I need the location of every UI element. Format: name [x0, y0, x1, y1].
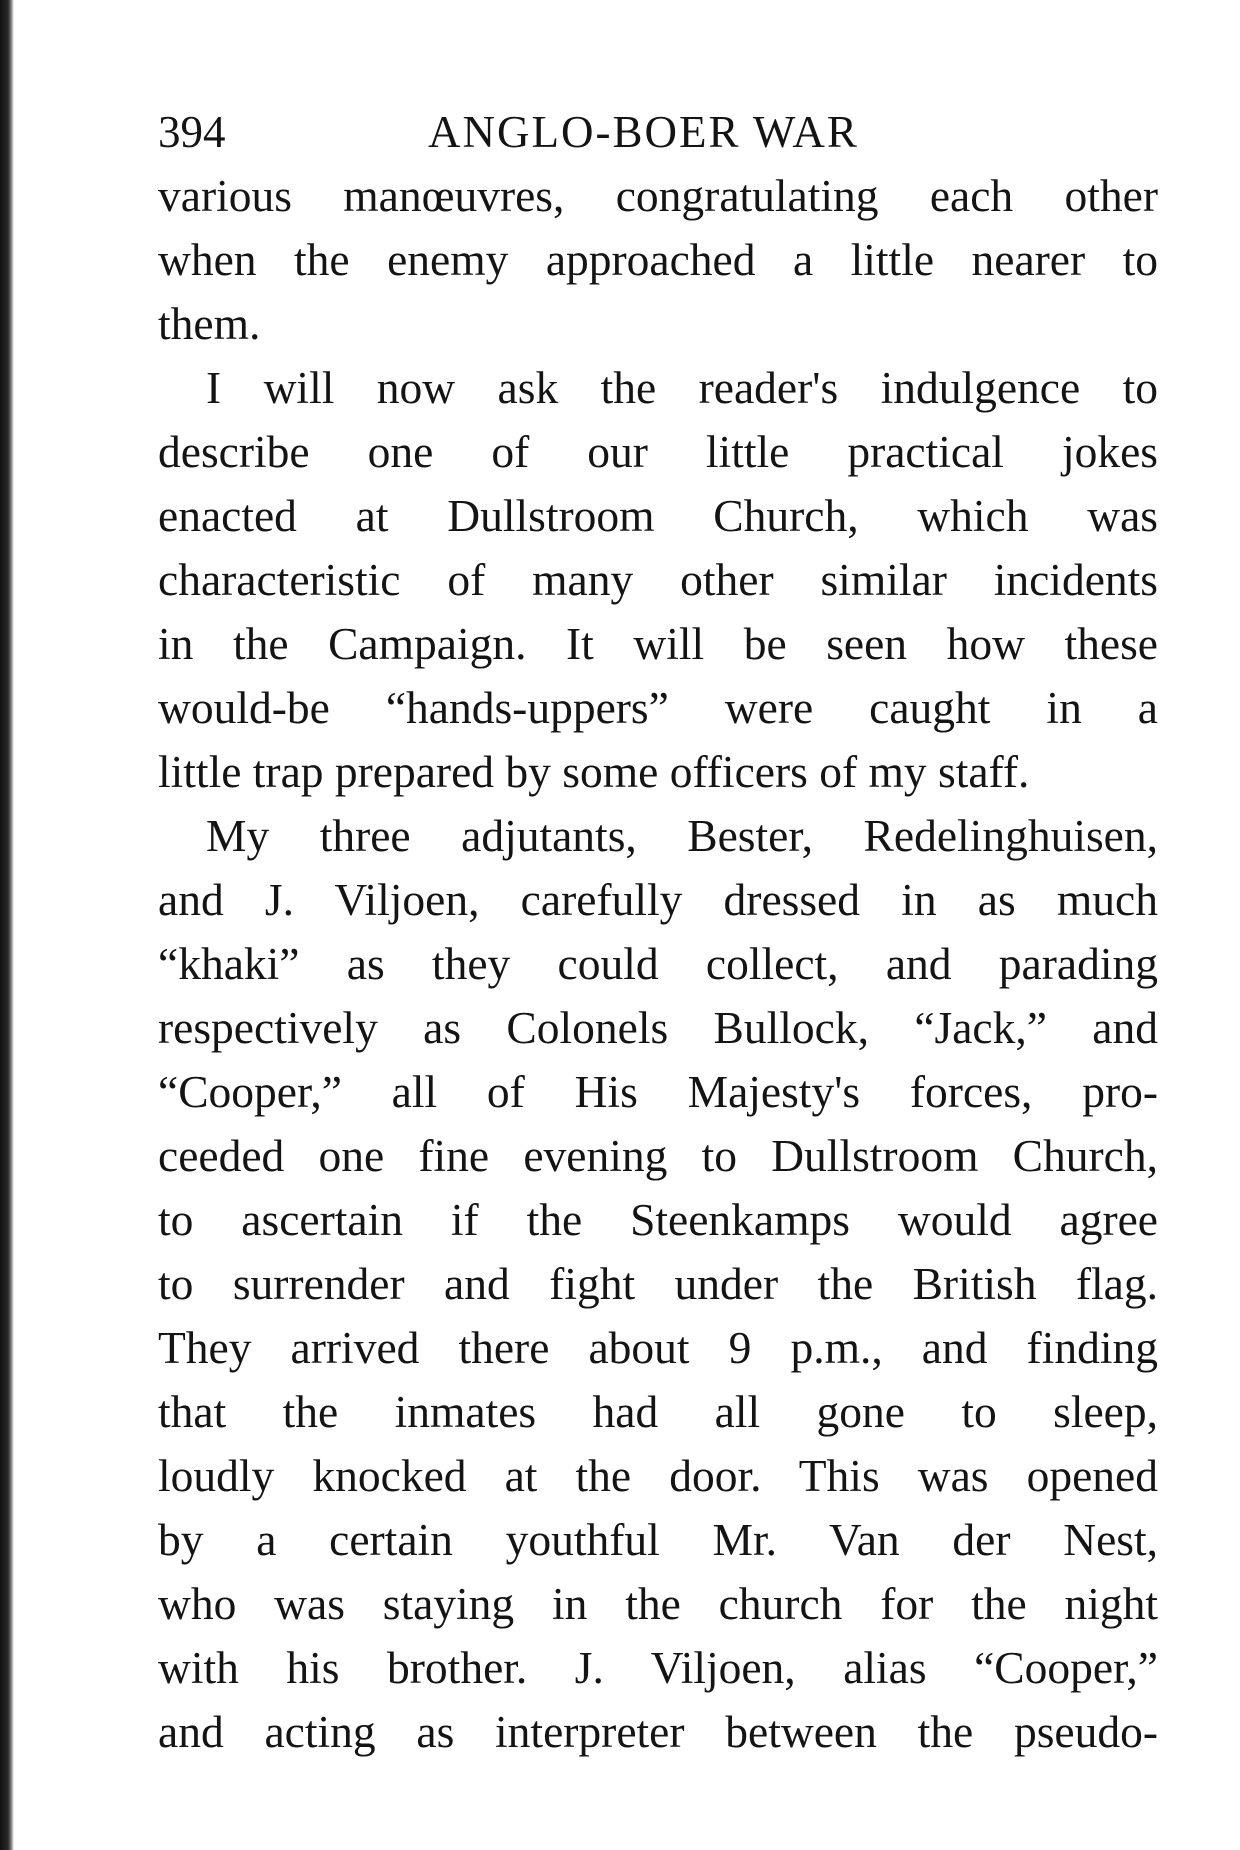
text-line: loudly knocked at the door. This was opened: [158, 1450, 1158, 1501]
text-line: characteristic of many other similar incidents: [158, 554, 1158, 605]
text-line: that the inmates had all gone to sleep,: [158, 1386, 1158, 1437]
text-line: who was staying in the church for the night: [158, 1578, 1158, 1629]
paragraph-2: [158, 356, 1158, 804]
text-line: respectively as Colonels Bullock, “Jack,” and: [158, 1002, 1158, 1053]
text-line: and J. Viljoen, carefully dressed in as much: [158, 874, 1158, 925]
text-line: and acting as interpreter between the pseudo-: [158, 1706, 1158, 1757]
text-line: My three adjutants, Bester, Redelinghuisen,: [206, 810, 1158, 861]
paragraph-3: [158, 804, 1158, 1764]
text-line: when the enemy approached a little nearer to: [158, 234, 1158, 285]
text-line: to ascertain if the Steenkamps would agree: [158, 1194, 1158, 1245]
body-text: [158, 164, 1158, 1764]
text-line: describe one of our little practical jokes: [158, 426, 1158, 477]
text-line: with his brother. J. Viljoen, alias “Cooper,”: [158, 1642, 1158, 1693]
paragraph-1: [158, 164, 1158, 356]
book-spine-edge: [0, 0, 14, 1850]
text-line: “khaki” as they could collect, and parading: [158, 938, 1158, 989]
page-number: 394: [158, 107, 226, 157]
text-line: to surrender and fight under the British flag.: [158, 1258, 1158, 1309]
text-line: in the Campaign. It will be seen how these: [158, 618, 1158, 669]
text-line: “Cooper,” all of His Majesty's forces, pro-: [158, 1066, 1158, 1117]
text-line: They arrived there about 9 p.m., and finding: [158, 1322, 1158, 1373]
text-line: I will now ask the reader's indulgence to: [206, 362, 1158, 413]
running-title: ANGLO-BOER WAR: [428, 107, 859, 157]
text-line: ceeded one fine evening to Dullstroom Church,: [158, 1130, 1158, 1181]
text-line: them.: [158, 298, 261, 349]
text-line: by a certain youthful Mr. Van der Nest,: [158, 1514, 1158, 1565]
text-line: enacted at Dullstroom Church, which was: [158, 490, 1158, 541]
text-line: little trap prepared by some officers of my staff.: [158, 746, 1030, 797]
text-line: various manœuvres, congratulating each other: [158, 170, 1158, 221]
text-line: would-be “hands-uppers” were caught in a: [158, 682, 1158, 733]
book-page: [158, 100, 1158, 1764]
page-header: [158, 100, 1158, 164]
